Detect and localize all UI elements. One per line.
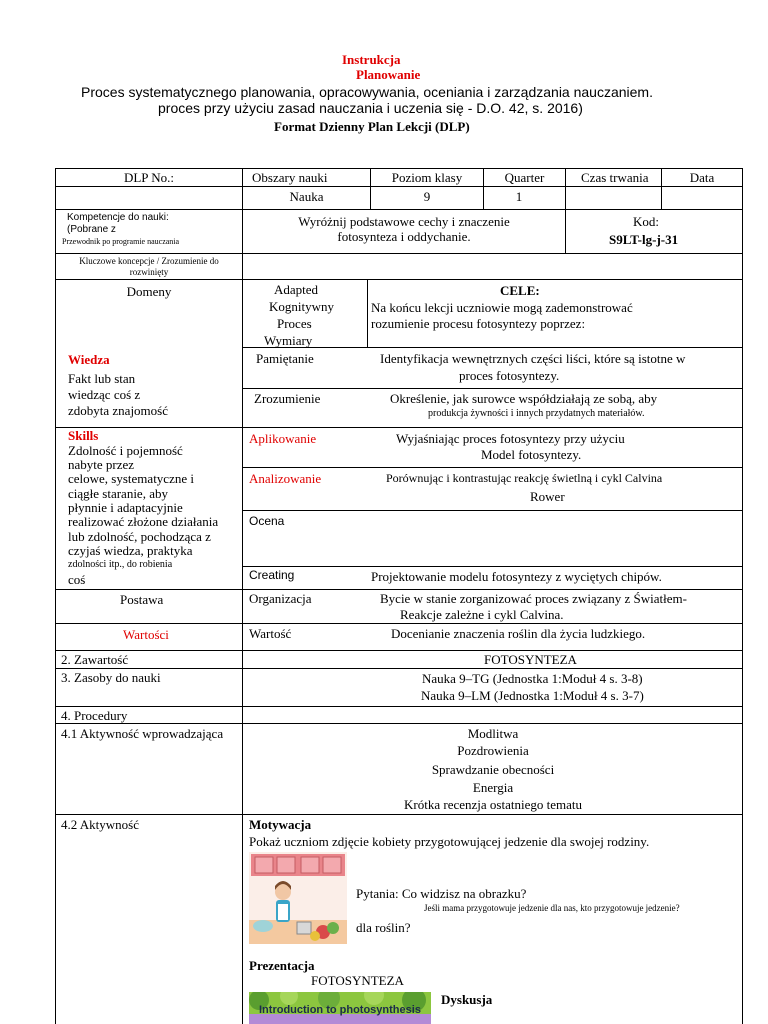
skills-desc-6: realizować złożone działania bbox=[68, 514, 219, 529]
code-label: Kod: bbox=[633, 214, 659, 229]
intro-item-greetings: Pozdrowienia bbox=[457, 743, 529, 758]
skills-desc-5: płynnie i adaptacyjnie bbox=[68, 500, 183, 515]
competency-text-1: Wyróżnij podstawowe cechy i znaczenie bbox=[298, 214, 510, 229]
code-value: S9LT-lg-j-31 bbox=[609, 232, 679, 247]
header-line-1: Proces systematycznego planowania, opracowywania, oceniania i zarządzania nauczaniem. bbox=[81, 84, 653, 100]
intro-item-review: Krótka recenzja ostatniego tematu bbox=[404, 797, 582, 812]
remembering-label: Pamiętanie bbox=[256, 351, 314, 366]
values-label: Wartości bbox=[123, 627, 169, 642]
motivation-title: Motywacja bbox=[249, 817, 312, 832]
skills-desc-2: nabyte przez bbox=[68, 457, 135, 472]
attitude-label: Postawa bbox=[120, 592, 164, 607]
knowledge-desc-2: wiedząc coś z bbox=[68, 387, 141, 402]
activity-label: 4.2 Aktywność bbox=[61, 817, 139, 832]
learning-area-value: Nauka bbox=[289, 189, 324, 204]
question-1: Pytania: Co widzisz na obrazku? bbox=[356, 886, 527, 901]
skills-desc-10: coś bbox=[68, 572, 86, 587]
remembering-objective-2: proces fotosyntezy. bbox=[459, 368, 560, 383]
process-label: Proces bbox=[277, 316, 312, 331]
understanding-label: Zrozumienie bbox=[254, 391, 321, 406]
header-title-2: Planowanie bbox=[356, 67, 421, 82]
applying-objective-2: Model fotosyntezy. bbox=[481, 447, 582, 462]
knowledge-title: Wiedza bbox=[68, 352, 110, 367]
attitude-objective-1: Bycie w stanie zorganizować proces związany z Światłem- bbox=[380, 591, 687, 606]
skills-title: Skills bbox=[68, 428, 99, 443]
competency-source: (Pobrane z bbox=[67, 224, 116, 235]
value-label: Wartość bbox=[249, 626, 292, 641]
content-label: 2. Zawartość bbox=[61, 652, 129, 667]
intro-activity-label: 4.1 Aktywność wprowadzająca bbox=[61, 726, 224, 741]
presentation-topic: FOTOSYNTEZA bbox=[311, 973, 404, 988]
creating-label: Creating bbox=[249, 568, 295, 582]
skills-desc-8: czyjaś wiedza, praktyka bbox=[68, 543, 193, 558]
skills-desc-7: lub zdolność, pochodząca z bbox=[68, 529, 211, 544]
question-2: Jeśli mama przygotowuje jedzenie dla nas, kto przygotowuje jedzenie? bbox=[424, 903, 680, 913]
competency-source-guide: Przewodnik po programie nauczania bbox=[62, 237, 180, 246]
creating-objective: Projektowanie modelu fotosyntezy z wyciętych chipów. bbox=[371, 569, 662, 584]
header-format: Format Dzienny Plan Lekcji (DLP) bbox=[274, 119, 470, 134]
duration-header: Czas trwania bbox=[581, 170, 649, 185]
knowledge-desc-1: Fakt lub stan bbox=[68, 371, 136, 386]
evaluating-label: Ocena bbox=[249, 514, 285, 528]
values-objective: Docenianie znaczenia roślin dla życia ludzkiego. bbox=[391, 626, 646, 641]
key-concepts-label-1: Kluczowe koncepcje / Zrozumienie do bbox=[79, 256, 219, 266]
skills-desc-1: Zdolność i pojemność bbox=[68, 443, 183, 458]
video-title: Introduction to photosynthesis bbox=[259, 1004, 421, 1016]
attitude-objective-2: Reakcje zależne i cykl Calvina. bbox=[400, 607, 564, 622]
analyzing-objective-2: Rower bbox=[530, 489, 565, 504]
competency-text-2: fotosynteza i oddychanie. bbox=[337, 229, 471, 244]
resources-line-1: Nauka 9–TG (Jednostka 1:Moduł 4 s. 3-8) bbox=[422, 671, 643, 686]
quarter-value: 1 bbox=[515, 189, 523, 204]
skills-desc-3: celowe, systematyczne i bbox=[68, 471, 194, 486]
goals-text-2: rozumienie procesu fotosyntezy poprzez: bbox=[371, 316, 586, 331]
key-concepts-label-2: rozwinięty bbox=[129, 267, 169, 277]
photosynthesis-video-thumbnail[interactable] bbox=[249, 992, 431, 1024]
knowledge-desc-3: zdobyta znajomość bbox=[68, 403, 168, 418]
content-value: FOTOSYNTEZA bbox=[484, 652, 577, 667]
header-line-2: proces przy użyciu zasad nauczania i uczenia się - D.O. 42, s. 2016) bbox=[158, 100, 583, 116]
skills-desc-9: zdolności itp., do robienia bbox=[68, 559, 173, 570]
header-title-1: Instrukcja bbox=[342, 52, 401, 67]
motivation-text: Pokaż uczniom zdjęcie kobiety przygotowującej jedzenie dla swojej rodziny. bbox=[249, 834, 650, 849]
date-header: Data bbox=[689, 170, 715, 185]
grade-level-header: Poziom klasy bbox=[391, 170, 463, 185]
understanding-objective-1: Określenie, jak surowce współdziałają ze sobą, aby bbox=[390, 391, 658, 406]
question-3: dla roślin? bbox=[356, 920, 411, 935]
dlp-no-label: DLP No.: bbox=[123, 170, 175, 185]
skills-desc-4: ciągłe staranie, aby bbox=[68, 486, 168, 501]
competency-label: Kompetencje do nauki: bbox=[67, 212, 169, 223]
resources-line-2: Nauka 9–LM (Jednostka 1:Moduł 4 s. 3-7) bbox=[421, 688, 644, 703]
discussion-title: Dyskusja bbox=[441, 992, 493, 1007]
cognitive-label: Kognitywny bbox=[269, 299, 334, 314]
goals-title: CELE: bbox=[500, 283, 540, 298]
adapted-label: Adapted bbox=[274, 282, 319, 297]
quarter-header: Quarter bbox=[504, 170, 545, 185]
learning-area-header: Obszary nauki bbox=[252, 170, 328, 185]
resources-label: 3. Zasoby do nauki bbox=[61, 670, 161, 685]
intro-item-energizer: Energia bbox=[472, 780, 514, 795]
applying-objective-1: Wyjaśniając proces fotosyntezy przy użyciu bbox=[396, 431, 625, 446]
analyzing-objective-1: Porównując i kontrastując reakcję świetlną i cykl Calvina bbox=[386, 471, 663, 485]
intro-item-attendance: Sprawdzanie obecności bbox=[431, 762, 555, 777]
dimensions-label: Wymiary bbox=[264, 333, 313, 348]
remembering-objective-1: Identyfikacja wewnętrznych części liści, które są istotne w bbox=[380, 351, 686, 366]
grade-level-value: 9 bbox=[423, 189, 431, 204]
woman-cooking-illustration bbox=[249, 852, 347, 944]
domains-label: Domeny bbox=[126, 284, 172, 299]
organization-label: Organizacja bbox=[249, 591, 312, 606]
applying-label: Aplikowanie bbox=[249, 431, 317, 446]
analyzing-label: Analizowanie bbox=[249, 471, 322, 486]
understanding-objective-2: produkcja żywności i innych przydatnych materiałów. bbox=[428, 408, 645, 419]
presentation-title: Prezentacja bbox=[249, 958, 315, 973]
procedures-label: 4. Procedury bbox=[61, 708, 128, 723]
intro-item-prayer: Modlitwa bbox=[467, 726, 519, 741]
goals-text-1: Na końcu lekcji uczniowie mogą zademonstrować bbox=[371, 300, 633, 315]
